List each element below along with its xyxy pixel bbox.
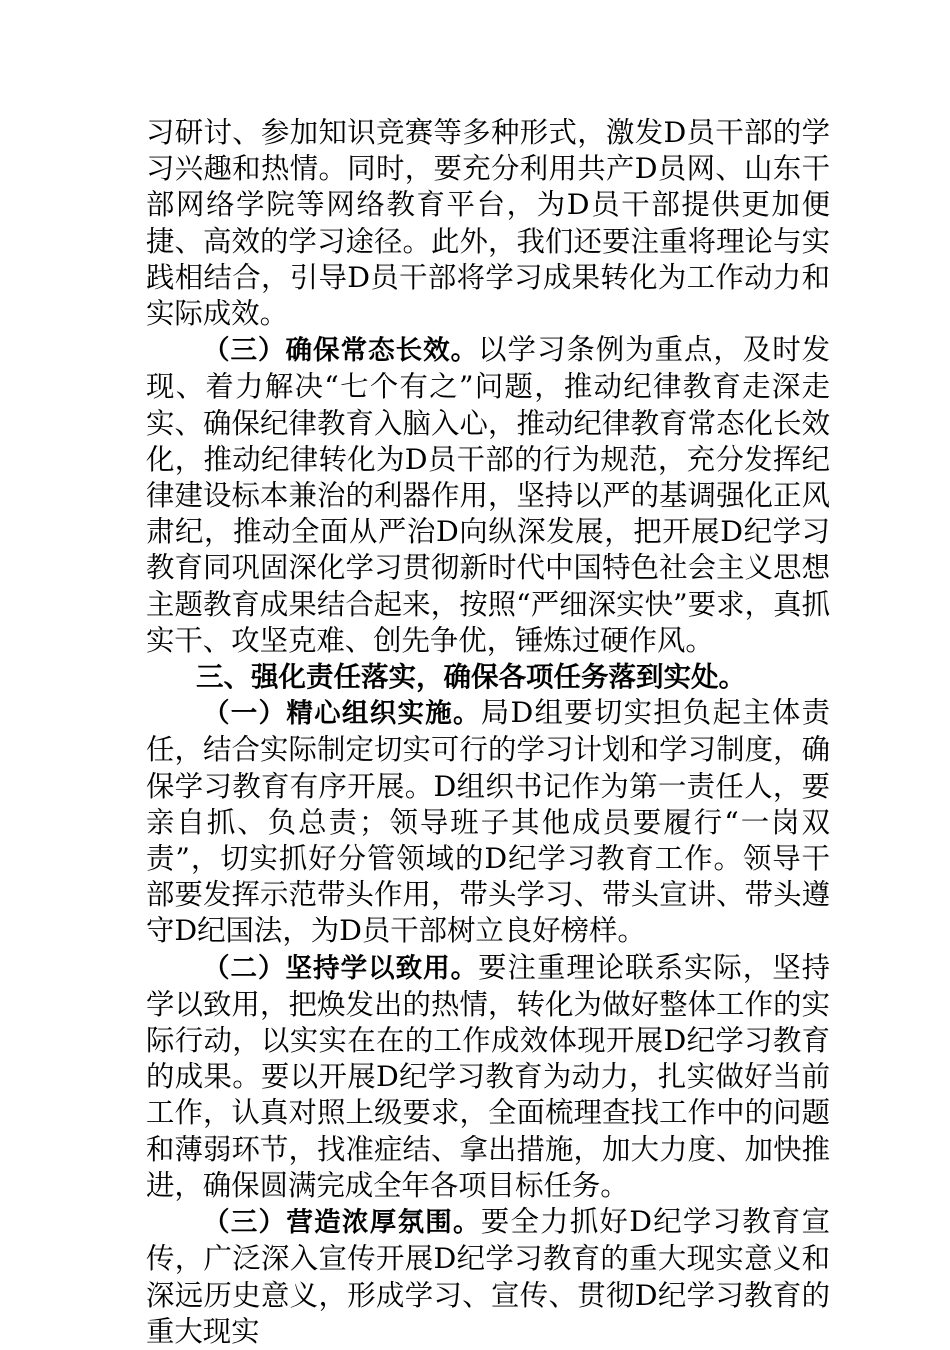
paragraph-lead: （三）确保常态长效。: [203, 335, 479, 367]
body-paragraph: [146, 1204, 830, 1350]
paragraph-text: 习研讨、参加知识竞赛等多种形式，激发D员干部的学习兴趣和热情。同时，要充分利用共产D员网、山东干部网络学院等网络教育平台，为D员干部提供更加便捷、高效的学习途径。此外，我们还要注重将理论与实践相结合，引导D员干部将学习成果转化为工作动力和实际成效。: [146, 116, 830, 331]
paragraph-lead: （二）坚持学以致用。: [203, 952, 479, 984]
paragraph-text: 以学习条例为重点，及时发现、着力解决“七个有之”问题，推动纪律教育走深走实、确保纪律教育入脑入心，推动纪律教育常态化长效化，推动纪律转化为D员干部的行为规范，充分发挥纪律建设标本兼治的利器作用，坚持以严的基调强化正风肃纪，推动全面从严治D向纵深发展，把开展D纪学习教育同巩固深化学习贯彻新时代中国特色社会主义思想主题教育成果结合起来，按照“严细深实快”要求，真抓实干、攻坚克难、创先争优，锤炼过硬作风。: [146, 333, 830, 657]
body-paragraph: [146, 695, 830, 949]
body-paragraph: [146, 950, 830, 1204]
body-paragraph: [146, 332, 830, 659]
paragraph-lead: （三）营造浓厚氛围。: [203, 1207, 481, 1239]
paragraph-text: 要全力抓好D纪学习教育宣传，广泛深入宣传开展D纪学习教育的重大现实意义和深远历史意义，形成学习、宣传、贯彻D纪学习教育的重大现实: [146, 1205, 830, 1348]
body-paragraph: [146, 115, 830, 332]
section-heading: 三、强化责任落实，确保各项任务落到实处。: [196, 661, 746, 694]
paragraph-text: 局D组要切实担负起主体责任，结合实际制定切实可行的学习计划和学习制度，确保学习教育有序开展。D组织书记作为第一责任人，要亲自抓、负总责；领导班子其他成员要履行“一岗双责”，切实抓好分管领域的D纪学习教育工作。领导干部要发挥示范带头作用，带头学习、带头宣讲、带头遵守D纪国法，为D员干部树立良好榜样。: [146, 696, 830, 948]
paragraph-text: 要注重理论联系实际，坚持学以致用，把焕发出的热情，转化为做好整体工作的实际行动，以实实在在的工作成效体现开展D纪学习教育的成果。要以开展D纪学习教育为动力，扎实做好当前工作，认真对照上级要求，全面梳理查找工作中的问题和薄弱环节，找准症结、拿出措施，加大力度、加快推进，确保圆满完成全年各项目标任务。: [146, 950, 830, 1202]
document-page: [146, 115, 830, 1350]
paragraph-lead: （一）精心组织实施。: [203, 698, 481, 730]
